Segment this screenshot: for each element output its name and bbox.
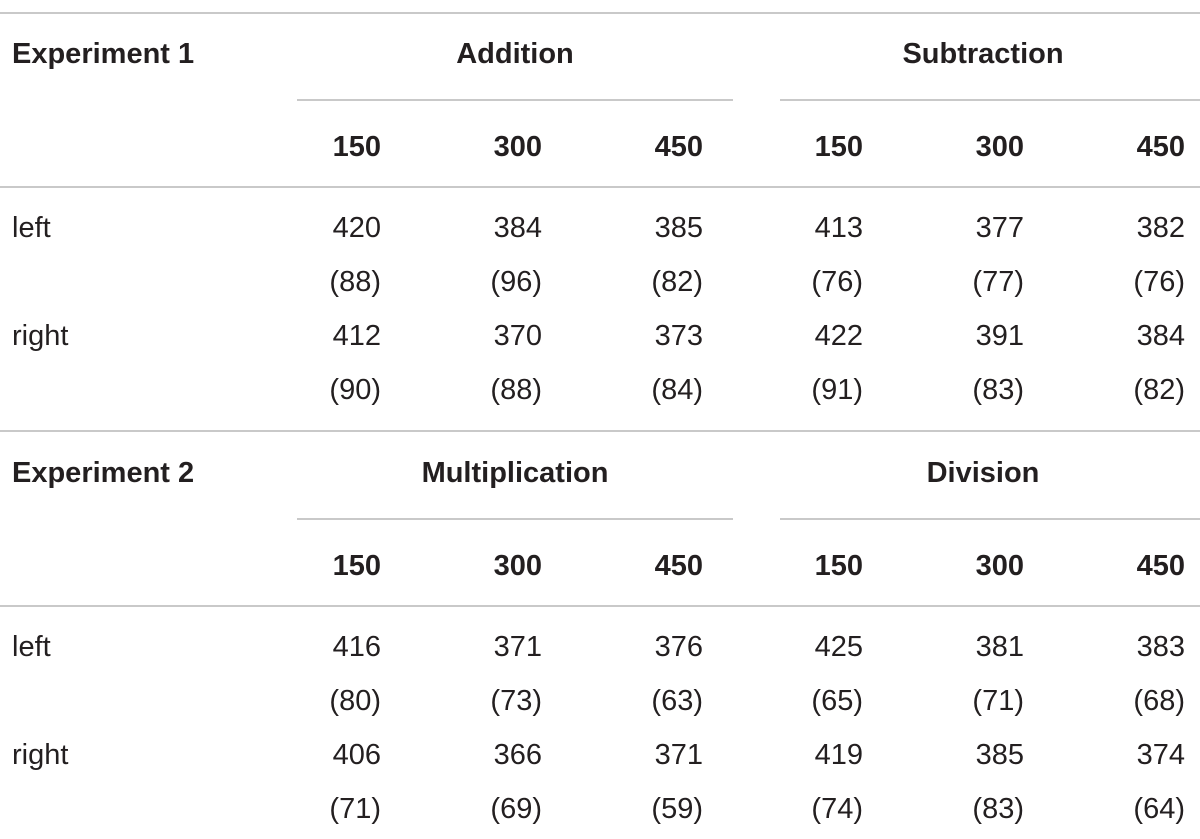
column-header: 150 bbox=[332, 131, 381, 163]
experiment-label: Experiment 2 bbox=[12, 457, 195, 489]
column-header: 450 bbox=[654, 550, 703, 582]
mean-value: 422 bbox=[814, 320, 863, 352]
sd-value: (77) bbox=[972, 266, 1024, 298]
sd-value: (59) bbox=[651, 793, 703, 825]
sd-value: (88) bbox=[490, 374, 542, 406]
mean-value: 383 bbox=[1136, 631, 1185, 663]
sd-value: (82) bbox=[1133, 374, 1185, 406]
row-label: left bbox=[12, 631, 51, 663]
sd-value: (74) bbox=[811, 793, 863, 825]
mean-value: 381 bbox=[975, 631, 1024, 663]
mean-value: 376 bbox=[654, 631, 703, 663]
sd-value: (83) bbox=[972, 374, 1024, 406]
experiment-label: Experiment 1 bbox=[12, 38, 195, 70]
sd-value: (68) bbox=[1133, 685, 1185, 717]
sd-value: (82) bbox=[651, 266, 703, 298]
column-header: 450 bbox=[1136, 131, 1185, 163]
group-header: Division bbox=[926, 457, 1040, 489]
column-header: 300 bbox=[975, 550, 1024, 582]
table-top-rule bbox=[0, 12, 1200, 14]
mean-value: 406 bbox=[332, 739, 381, 771]
sd-value: (64) bbox=[1133, 793, 1185, 825]
mean-value: 391 bbox=[975, 320, 1024, 352]
section-divider-rule bbox=[0, 430, 1200, 432]
row-label: left bbox=[12, 212, 51, 244]
sd-value: (96) bbox=[490, 266, 542, 298]
row-label: right bbox=[12, 320, 69, 352]
mean-value: 382 bbox=[1136, 212, 1185, 244]
mean-value: 366 bbox=[493, 739, 542, 771]
group-header: Subtraction bbox=[902, 38, 1064, 70]
column-header: 150 bbox=[332, 550, 381, 582]
column-header: 300 bbox=[493, 131, 542, 163]
sd-value: (76) bbox=[1133, 266, 1185, 298]
column-header: 150 bbox=[814, 550, 863, 582]
column-header: 450 bbox=[654, 131, 703, 163]
sd-value: (90) bbox=[329, 374, 381, 406]
group-header-rule bbox=[780, 518, 1200, 520]
sd-value: (69) bbox=[490, 793, 542, 825]
sd-value: (83) bbox=[972, 793, 1024, 825]
group-header-rule bbox=[297, 99, 733, 101]
sd-value: (73) bbox=[490, 685, 542, 717]
mean-value: 385 bbox=[975, 739, 1024, 771]
mean-value: 384 bbox=[493, 212, 542, 244]
column-header: 300 bbox=[493, 550, 542, 582]
column-header-rule bbox=[0, 186, 1200, 188]
mean-value: 419 bbox=[814, 739, 863, 771]
mean-value: 416 bbox=[332, 631, 381, 663]
column-header: 450 bbox=[1136, 550, 1185, 582]
mean-value: 370 bbox=[493, 320, 542, 352]
sd-value: (71) bbox=[329, 793, 381, 825]
mean-value: 413 bbox=[814, 212, 863, 244]
sd-value: (63) bbox=[651, 685, 703, 717]
row-label: right bbox=[12, 739, 69, 771]
mean-value: 377 bbox=[975, 212, 1024, 244]
sd-value: (65) bbox=[811, 685, 863, 717]
mean-value: 384 bbox=[1136, 320, 1185, 352]
group-header: Multiplication bbox=[421, 457, 609, 489]
mean-value: 371 bbox=[654, 739, 703, 771]
mean-value: 374 bbox=[1136, 739, 1185, 771]
mean-value: 371 bbox=[493, 631, 542, 663]
group-header-rule bbox=[780, 99, 1200, 101]
mean-value: 425 bbox=[814, 631, 863, 663]
sd-value: (91) bbox=[811, 374, 863, 406]
mean-value: 373 bbox=[654, 320, 703, 352]
column-header: 300 bbox=[975, 131, 1024, 163]
mean-value: 412 bbox=[332, 320, 381, 352]
column-header-rule bbox=[0, 605, 1200, 607]
sd-value: (76) bbox=[811, 266, 863, 298]
group-header: Addition bbox=[456, 38, 574, 70]
mean-value: 385 bbox=[654, 212, 703, 244]
sd-value: (71) bbox=[972, 685, 1024, 717]
sd-value: (88) bbox=[329, 266, 381, 298]
mean-value: 420 bbox=[332, 212, 381, 244]
sd-value: (84) bbox=[651, 374, 703, 406]
column-header: 150 bbox=[814, 131, 863, 163]
group-header-rule bbox=[297, 518, 733, 520]
sd-value: (80) bbox=[329, 685, 381, 717]
